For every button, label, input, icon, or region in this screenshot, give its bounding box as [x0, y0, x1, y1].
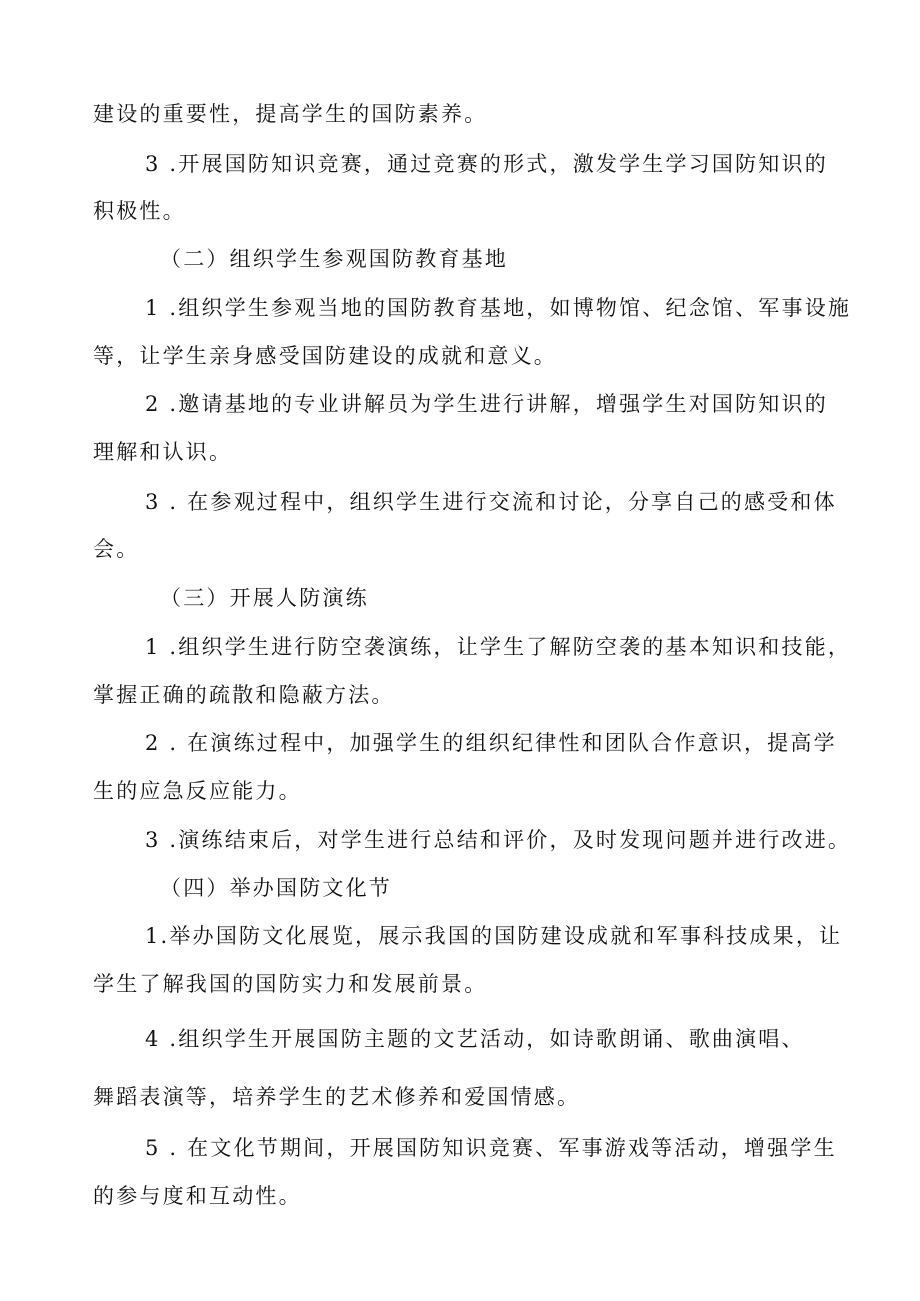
text-line: 理解和认识。	[93, 440, 233, 464]
section-heading: （三）开展人防演练	[160, 586, 369, 610]
text-line: 3 .演练结束后，对学生进行总结和评价，及时发现问题并进行改进。	[145, 828, 852, 852]
text-line: 学生了解我国的国防实力和发展前景。	[93, 972, 488, 996]
text-line: 1 .组织学生参观当地的国防教育基地，如博物馆、纪念馆、军事设施	[145, 296, 852, 320]
text-line: 1.举办国防文化展览，展示我国的国防建设成就和军事科技成果，让	[145, 924, 843, 948]
text-line: 会。	[93, 537, 140, 561]
text-line: 4 .组织学生开展国防主题的文艺活动，如诗歌朗诵、歌曲演唱、	[145, 1027, 805, 1051]
text-line: 掌握正确的疏散和隐蔽方法。	[93, 683, 395, 707]
text-line: 1 .组织学生进行防空袭演练，让学生了解防空袭的基本知识和技能，	[145, 635, 852, 659]
text-line: 3 .开展国防知识竞赛，通过竞赛的形式，激发学生学习国防知识的	[145, 152, 828, 176]
text-line: 生的应急反应能力。	[93, 779, 302, 803]
section-heading: （二）组织学生参观国防教育基地	[160, 247, 508, 271]
text-line: 建设的重要性，提高学生的国防素养。	[93, 102, 488, 126]
text-line: 的参与度和互动性。	[93, 1184, 302, 1208]
text-line: 等，让学生亲身感受国防建设的成就和意义。	[93, 344, 557, 368]
text-line: 2 .邀请基地的专业讲解员为学生进行讲解，增强学生对国防知识的	[145, 392, 828, 416]
text-line: 舞蹈表演等，培养学生的艺术修养和爱国情感。	[93, 1085, 581, 1109]
text-line: 5 . 在文化节期间，开展国防知识竞赛、军事游戏等活动，增强学生	[145, 1136, 837, 1160]
text-line: 2 . 在演练过程中，加强学生的组织纪律性和团队合作意识，提高学	[145, 731, 837, 755]
text-line: 3 . 在参观过程中，组织学生进行交流和讨论，分享自己的感受和体	[145, 490, 837, 514]
section-heading: （四）举办国防文化节	[160, 876, 392, 900]
text-line: 积极性。	[93, 199, 186, 223]
